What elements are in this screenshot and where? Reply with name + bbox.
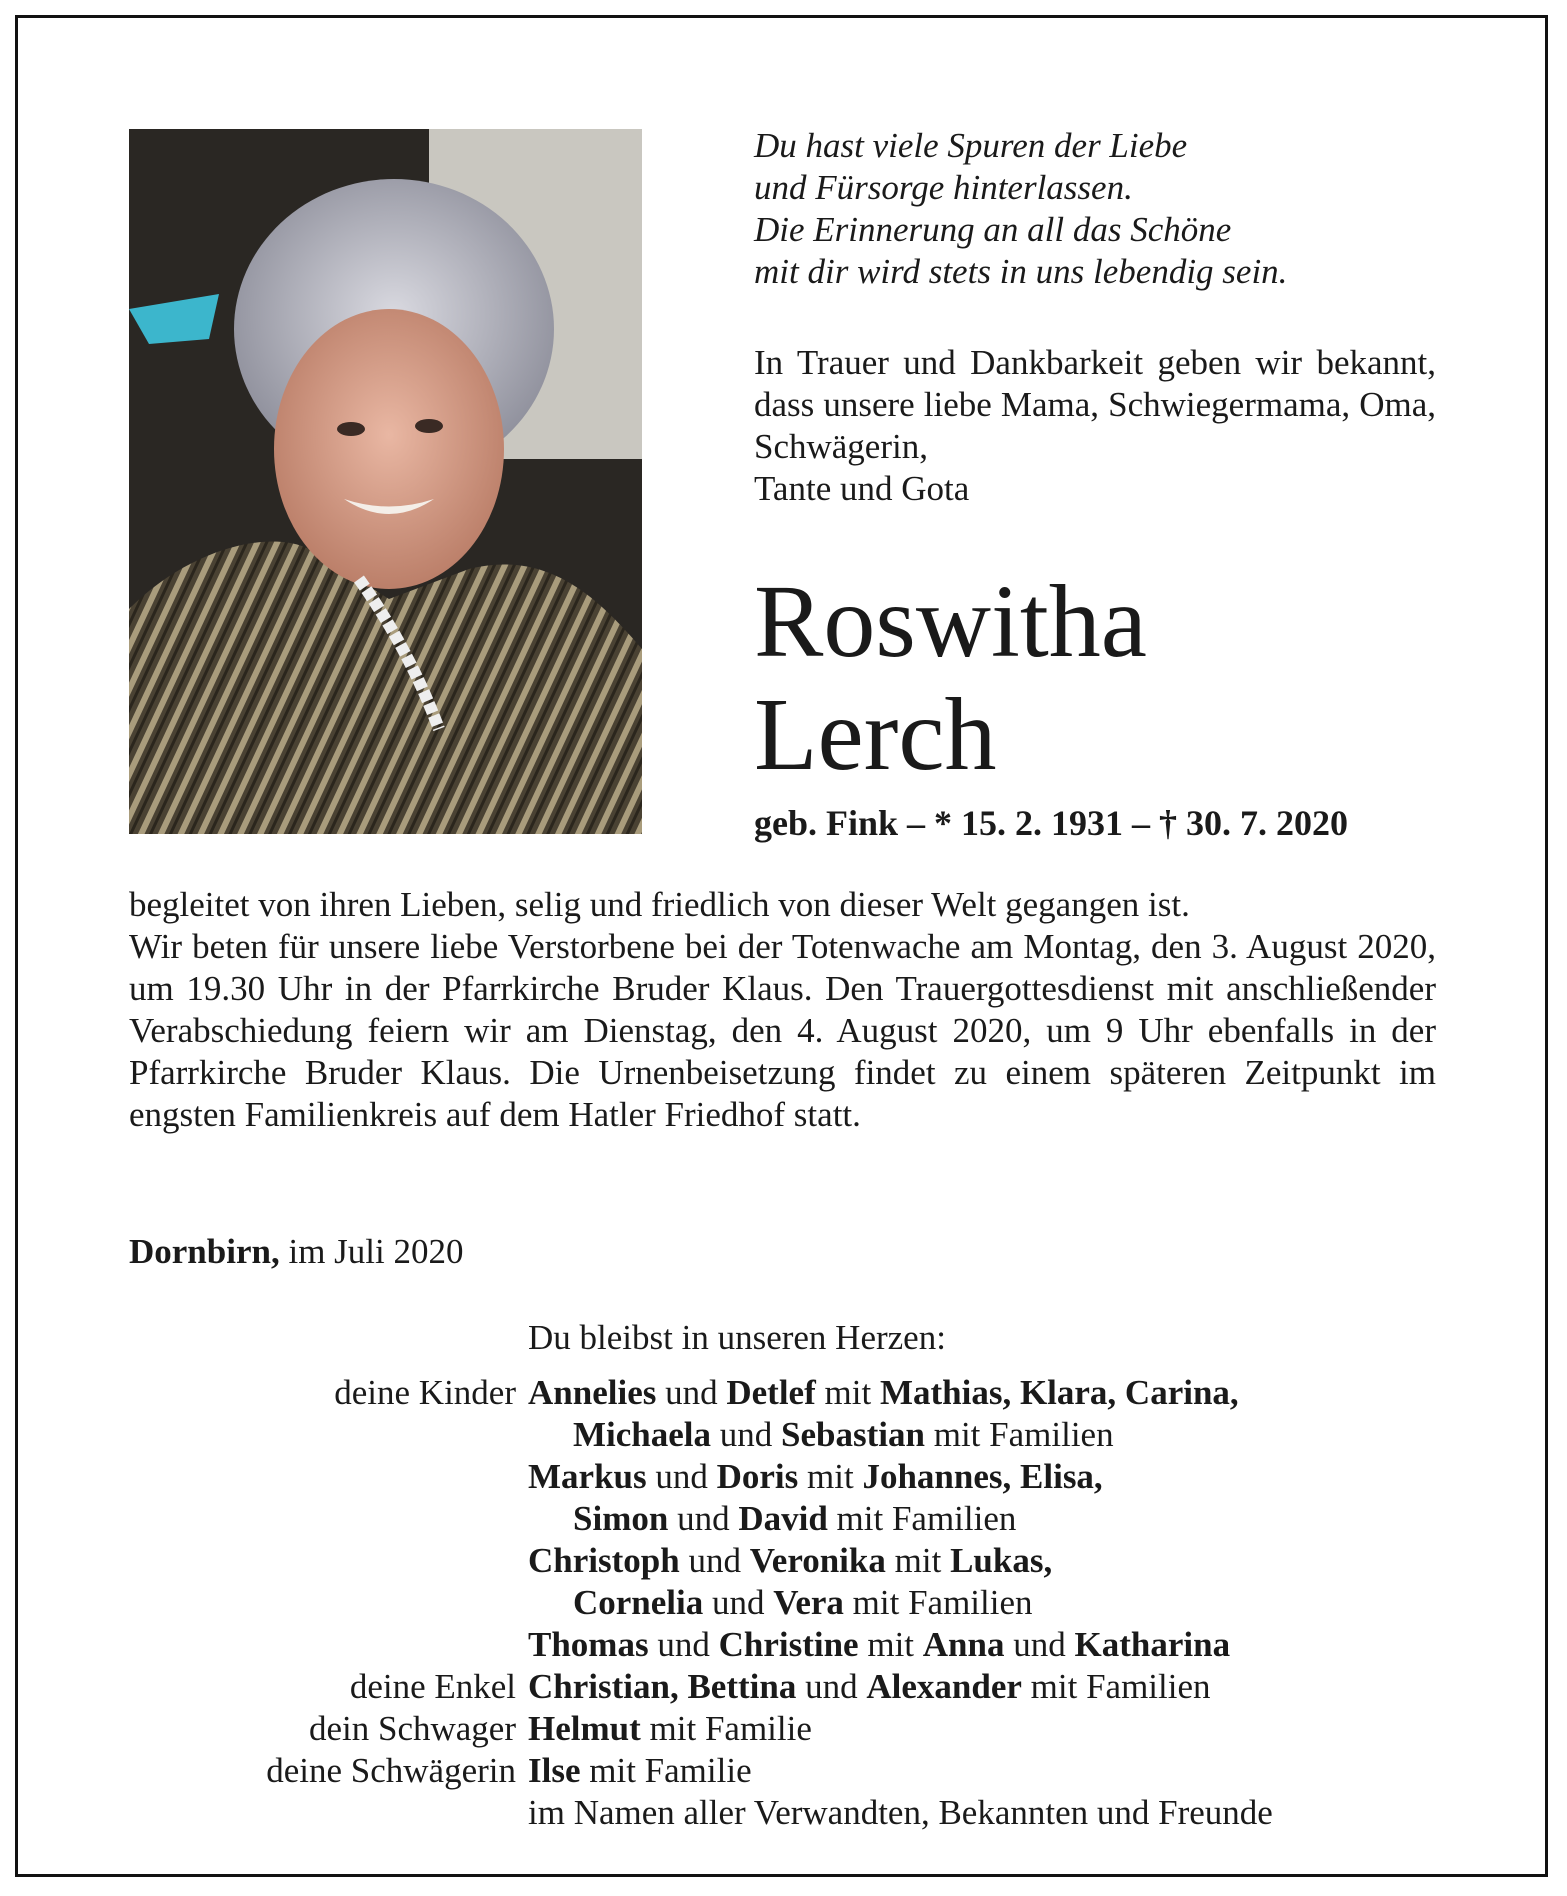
person-name: David	[738, 1499, 828, 1538]
relation-label: deine Enkel	[349, 1667, 516, 1706]
person-name: Helmut	[528, 1709, 641, 1748]
relation-label: dein Schwager	[308, 1709, 516, 1748]
mourner-row	[129, 1456, 1449, 1498]
relation-label	[129, 1498, 528, 1540]
connector-text: im Namen aller Verwandten, Bekannten und Freunde	[528, 1793, 1273, 1832]
mourner-row	[129, 1582, 1449, 1624]
mourner-row	[129, 1666, 1449, 1708]
connector-text: mit	[885, 1541, 951, 1580]
mourner-names	[528, 1540, 1052, 1582]
connector-text: mit	[858, 1625, 923, 1664]
person-name: Christoph	[528, 1541, 680, 1580]
mourner-row	[129, 1708, 1449, 1750]
relation-label	[129, 1582, 528, 1624]
person-name: Alexander	[866, 1667, 1022, 1706]
body-paragraph: begleitet von ihren Lieben, selig und friedlich von dieser Welt gegangen ist.	[129, 885, 1190, 924]
poem-line: und Fürsorge hinterlassen.	[754, 168, 1133, 207]
connector-text: mit Familie	[580, 1751, 752, 1790]
mourner-names	[528, 1624, 1230, 1666]
connector-text: und	[703, 1583, 774, 1622]
mourner-names	[528, 1750, 752, 1792]
connector-text: mit Familien	[924, 1415, 1114, 1454]
connector-text: und	[668, 1499, 739, 1538]
connector-text: mit Familien	[827, 1499, 1017, 1538]
relation-label	[129, 1792, 528, 1834]
poem-line: mit dir wird stets in uns lebendig sein.	[754, 252, 1288, 291]
birth-death-dates: geb. Fink – * 15. 2. 1931 – † 30. 7. 2020	[754, 803, 1349, 843]
person-name: Ilse	[528, 1751, 581, 1790]
mourners-heading: Du bleibst in unseren Herzen:	[528, 1318, 946, 1357]
poem-line: Die Erinnerung an all das Schöne	[754, 210, 1232, 249]
connector-text: mit Familien	[843, 1583, 1033, 1622]
mourner-row	[129, 1372, 1449, 1414]
mourner-names	[528, 1372, 1239, 1414]
connector-text: mit	[798, 1457, 863, 1496]
person-name: Simon	[573, 1499, 669, 1538]
person-name: Michaela	[573, 1415, 712, 1454]
connector-text: und	[1004, 1625, 1075, 1664]
person-name: Detlef	[726, 1373, 816, 1412]
memorial-poem	[754, 125, 1287, 293]
mourner-names	[528, 1414, 1114, 1456]
person-name: Christine	[718, 1625, 859, 1664]
relation-label	[129, 1540, 528, 1582]
person-name: Markus	[528, 1457, 647, 1496]
deceased-name	[754, 565, 1147, 791]
connector-text: mit Familie	[640, 1709, 812, 1748]
person-name: Mathias, Klara, Carina,	[879, 1373, 1239, 1412]
mourner-names	[528, 1498, 1016, 1540]
last-name: Lerch	[754, 677, 997, 792]
person-name: Lukas,	[950, 1541, 1053, 1580]
person-name: Johannes, Elisa,	[862, 1457, 1103, 1496]
place-date	[129, 1232, 464, 1272]
mourner-row	[129, 1498, 1449, 1540]
relation-label: deine Kinder	[334, 1373, 516, 1412]
mourners-list	[129, 1372, 1449, 1834]
person-name: Cornelia	[573, 1583, 704, 1622]
mourner-names	[528, 1666, 1211, 1708]
relation-label: deine Schwägerin	[266, 1751, 516, 1790]
mourner-row	[129, 1540, 1449, 1582]
body-paragraph: Wir beten für unsere liebe Verstorbene bei der Totenwache am Montag, den 3. August 2020, um 19.30 Uhr in der Pfarrkirche Bruder Klaus. Den Trauergottesdienst mit anschließender Verabschiedung feiern wir am Dienstag, den 4. August 2020, um 9 Uhr ebenfalls in der Pfarrkirche Bruder Klaus. Die Urnenbeisetzung findet zu einem späteren Zeitpunkt im engsten Familienkreis auf dem Hatler Friedhof statt.	[129, 927, 1436, 1134]
connector-text: und	[711, 1415, 782, 1454]
mourner-names	[528, 1792, 1273, 1834]
connector-text: und	[646, 1457, 717, 1496]
connector-text: und	[796, 1667, 867, 1706]
person-name: Anna	[922, 1625, 1005, 1664]
portrait-photo	[129, 129, 642, 834]
first-name: Roswitha	[754, 564, 1147, 679]
mourner-names	[528, 1582, 1033, 1624]
person-name: Annelies	[528, 1373, 657, 1412]
person-name: Vera	[773, 1583, 844, 1622]
mourner-row	[129, 1624, 1449, 1666]
city: Dornbirn,	[129, 1232, 280, 1271]
connector-text: und	[679, 1541, 750, 1580]
relation-label	[129, 1414, 528, 1456]
connector-text: mit Familien	[1021, 1667, 1211, 1706]
mourner-names	[528, 1708, 812, 1750]
poem-line: Du hast viele Spuren der Liebe	[754, 126, 1188, 165]
person-name: Veronika	[749, 1541, 886, 1580]
intro-text: In Trauer und Dankbarkeit geben wir bekannt, dass unsere liebe Mama, Schwiegermama, Oma, Schwägerin,	[754, 343, 1436, 466]
mourner-row	[129, 1414, 1449, 1456]
announcement-intro	[754, 342, 1436, 510]
person-name: Christian, Bettina	[528, 1667, 797, 1706]
person-name: Thomas	[528, 1625, 649, 1664]
person-name: Doris	[716, 1457, 799, 1496]
intro-text-last: Tante und Gota	[754, 469, 970, 508]
date: im Juli 2020	[279, 1232, 464, 1271]
mourner-names	[528, 1456, 1103, 1498]
connector-text: mit	[815, 1373, 880, 1412]
funeral-details	[129, 884, 1436, 1136]
person-name: Katharina	[1074, 1625, 1231, 1664]
connector-text: und	[648, 1625, 719, 1664]
relation-label	[129, 1624, 528, 1666]
relation-label	[129, 1456, 528, 1498]
connector-text: und	[656, 1373, 727, 1412]
mourner-row	[129, 1750, 1449, 1792]
person-name: Sebastian	[781, 1415, 925, 1454]
mourner-row	[129, 1792, 1449, 1834]
